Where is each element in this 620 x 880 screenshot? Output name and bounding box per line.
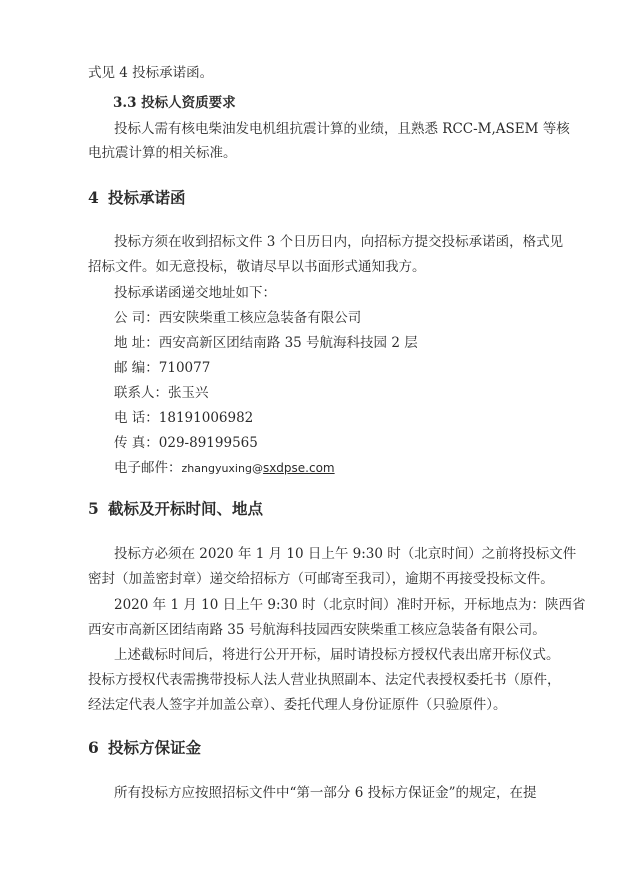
section-5-paragraph-line: 投标方授权代表需携带投标人法人营业执照副本、法定代表授权委托书（原件，	[88, 672, 561, 688]
section-number: 5	[88, 499, 99, 518]
contact-address: 地 址：西安高新区团结南路 35 号航海科技园 2 层	[114, 335, 418, 351]
section-5-paragraph-line: 上述截标时间后，将进行公开开标，届时请投标方授权代表出席开标仪式。	[114, 647, 560, 663]
section-4-heading	[88, 187, 186, 209]
section-3-3-paragraph-line: 投标人需有核电柴油发电机组抗震计算的业绩，且熟悉 RCC-M,ASEM 等核	[114, 121, 570, 137]
section-title: 截标及开标时间、地点	[108, 499, 264, 518]
section-5-paragraph-line: 经法定代表人签字并加盖公章）、委托代理人身份证原件（只验原件）。	[88, 697, 507, 713]
address-intro: 投标承诺函递交地址如下：	[114, 285, 276, 301]
section-6-paragraph-line: 所有投标方应按照招标文件中“第一部分 6 投标方保证金”的规定，在提	[114, 785, 537, 801]
section-5-paragraph-line: 投标方必须在 2020 年 1 月 10 日上午 9:30 时（北京时间）之前将投标文件	[114, 546, 577, 562]
section-title: 投标承诺函	[108, 188, 186, 207]
section-number: 6	[88, 738, 99, 757]
section-title: 投标方保证金	[108, 738, 202, 757]
section-5-paragraph-line: 密封（加盖密封章）递交给招标方（可邮寄至我司），逾期不再接受投标文件。	[88, 571, 554, 587]
section-6-heading	[88, 737, 201, 759]
contact-company: 公 司：西安陕柴重工核应急装备有限公司	[114, 310, 362, 326]
email-link[interactable]: sxdpse.com	[262, 461, 335, 475]
section-3-3-paragraph-line: 电抗震计算的相关标准。	[88, 145, 237, 161]
contact-phone: 电 话：18191006982	[114, 410, 254, 426]
email-user: zhangyuxing@	[181, 462, 263, 475]
contact-person: 联系人：张玉兴	[114, 385, 209, 401]
section-4-paragraph-line: 招标文件。如无意投标，敬请尽早以书面形式通知我方。	[88, 259, 426, 275]
contact-fax: 传 真：029-89199565	[114, 435, 258, 451]
section-3-3-title: 3.3 投标人资质要求	[113, 95, 236, 111]
intro-tail-line: 式见 4 投标承诺函。	[88, 65, 214, 81]
section-4-paragraph-line: 投标方须在收到招标文件 3 个日历日内，向招标方提交投标承诺函，格式见	[114, 234, 564, 250]
contact-email-line	[114, 458, 335, 479]
email-label: 电子邮件：	[114, 460, 182, 476]
section-5-paragraph-line: 西安市高新区团结南路 35 号航海科技园西安陕柴重工核应急装备有限公司。	[88, 622, 546, 638]
section-5-paragraph-line: 2020 年 1 月 10 日上午 9:30 时（北京时间）准时开标，开标地点为：陕西省	[114, 597, 586, 613]
section-5-heading	[88, 498, 263, 520]
section-number: 4	[88, 188, 99, 207]
contact-postcode: 邮 编：710077	[114, 360, 211, 376]
